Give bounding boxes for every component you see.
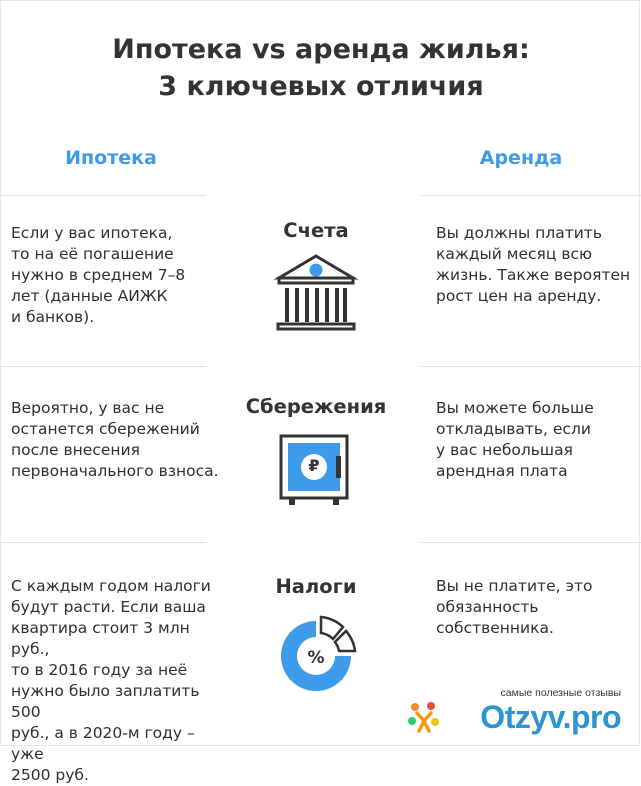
page-title bbox=[1, 31, 641, 105]
mortgage-taxes-text: С каждым годом налоги будут расти. Если ваша квартира стоит 3 млн руб., то в 2016 году за неё нужно было заплатить 500 руб., а в 2020-м году – уже 2500 руб. bbox=[11, 577, 211, 784]
divider bbox=[421, 195, 641, 196]
people-logo-icon bbox=[407, 701, 441, 735]
watermark bbox=[401, 687, 631, 739]
title-line-2: 3 ключевых отличия bbox=[158, 71, 484, 102]
column-header-mortgage: Ипотека bbox=[65, 147, 157, 169]
row-label-taxes: Налоги bbox=[275, 575, 357, 598]
safe-ruble-icon bbox=[279, 434, 351, 508]
mortgage-bills-text: Если у вас ипотека, то на её погашение нужно в среднем 7–8 лет (данные АИЖК и банков). bbox=[11, 224, 186, 326]
rent-savings-text: Вы можете больше откладывать, если у вас небольшая арендная плата bbox=[436, 399, 594, 480]
column-header-rent: Аренда bbox=[479, 147, 563, 169]
row-label-savings: Сбережения bbox=[245, 395, 387, 418]
divider bbox=[1, 542, 206, 543]
rent-bills-text: Вы должны платить каждый месяц всю жизнь. Также вероятен рост цен на аренду. bbox=[436, 224, 631, 305]
bank-building-icon bbox=[275, 254, 357, 332]
watermark-tagline: самые полезные отзывы bbox=[500, 687, 621, 699]
percent-chart-icon bbox=[273, 613, 359, 699]
row-label-bills: Счета bbox=[283, 219, 349, 242]
divider bbox=[421, 366, 641, 367]
watermark-brand: Otzyv.pro bbox=[480, 699, 621, 735]
divider bbox=[421, 542, 641, 543]
divider bbox=[1, 366, 206, 367]
title-line-1: Ипотека vs аренда жилья: bbox=[112, 34, 530, 65]
divider bbox=[1, 195, 206, 196]
percent-sign: % bbox=[307, 648, 325, 668]
mortgage-savings-text: Вероятно, у вас не останется сбережений после внесения первоначального взноса. bbox=[11, 399, 219, 480]
ruble-sign: ₽ bbox=[308, 456, 320, 475]
rent-taxes-text: Вы не платите, это обязанность собственника. bbox=[436, 577, 593, 637]
